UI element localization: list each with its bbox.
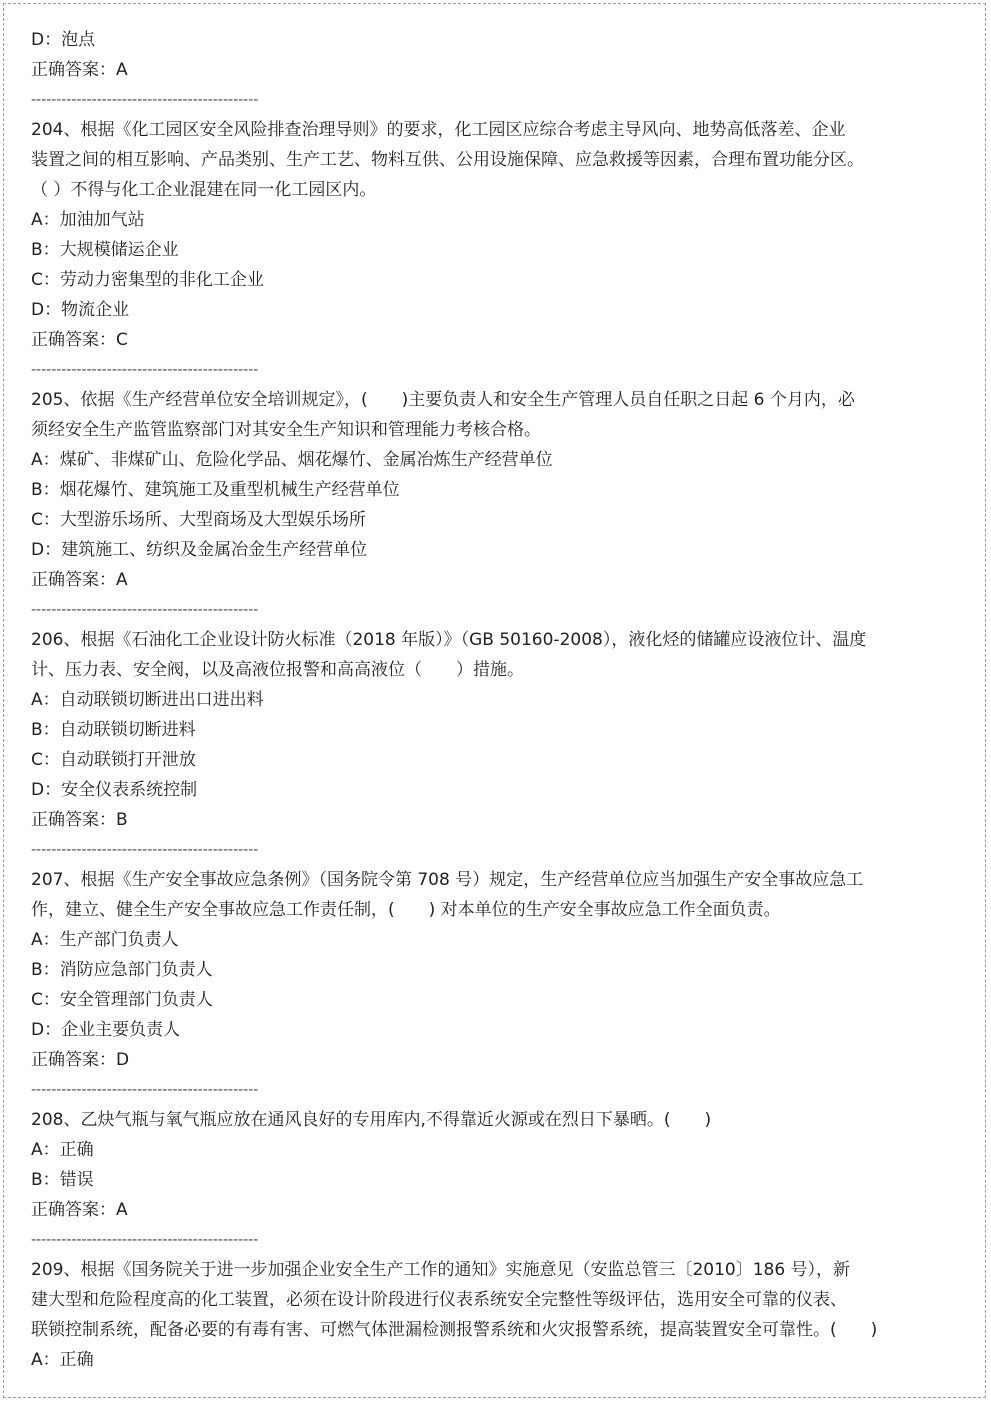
option-a: A：自动联锁切断进出口进出料 — [31, 690, 264, 710]
question-209 — [31, 1255, 881, 1375]
question-text-line: 联锁控制系统，配备必要的有毒有害、可燃气体泄漏检测报警系统和火灾报警系统，提高装置安全可靠性。( ) — [31, 1320, 878, 1340]
option-c: C：大型游乐场所、大型商场及大型娱乐场所 — [31, 510, 366, 530]
answer-line: 正确答案：D — [31, 1050, 130, 1070]
option-b: B：烟花爆竹、建筑施工及重型机械生产经营单位 — [31, 480, 400, 500]
option-a: A：正确 — [31, 1350, 94, 1370]
option-c: C：自动联锁打开泄放 — [31, 750, 196, 770]
option-c: C：安全管理部门负责人 — [31, 990, 213, 1010]
option-a: A：正确 — [31, 1140, 94, 1160]
question-text-line: 作，建立、健全生产安全事故应急工作责任制，( ) 对本单位的生产安全事故应急工作全面负责。 — [31, 900, 781, 920]
option-d: D：企业主要负责人 — [31, 1020, 181, 1040]
question-206 — [31, 625, 881, 835]
option-a: A：生产部门负责人 — [31, 930, 179, 950]
option-a: A：加油加气站 — [31, 210, 145, 230]
question-204 — [31, 115, 881, 355]
option-d: D：建筑施工、纺织及金属冶金生产经营单位 — [31, 540, 368, 560]
separator: --------------------------------------------- — [31, 602, 259, 618]
question-text-line: 207、根据《生产安全事故应急条例》（国务院令第 708 号）规定，生产经营单位应当加强生产安全事故应急工 — [31, 870, 864, 890]
option-c: C：劳动力密集型的非化工企业 — [31, 270, 264, 290]
question-text-line: 209、根据《国务院关于进一步加强企业安全生产工作的通知》实施意见（安监总管三〔2010〕186 号），新 — [31, 1260, 851, 1280]
question-205 — [31, 385, 881, 595]
question-text-line: （ ）不得与化工企业混建在同一化工园区内。 — [31, 180, 377, 200]
document-content — [31, 25, 881, 1375]
question-text-line: 计、压力表、安全阀，以及高液位报警和高高液位（ ）措施。 — [31, 660, 524, 680]
answer-line: 正确答案：A — [31, 570, 128, 590]
option-b: B：错误 — [31, 1170, 94, 1190]
option-b: B：自动联锁切断进料 — [31, 720, 196, 740]
question-text-line: 205、依据《生产经营单位安全培训规定》，( )主要负责人和安全生产管理人员自任职之日起 6 个月内，必 — [31, 390, 855, 410]
question-207 — [31, 865, 881, 1075]
answer-line: 正确答案：A — [31, 60, 128, 80]
option-b: B：大规模储运企业 — [31, 240, 179, 260]
question-text-line: 208、乙炔气瓶与氧气瓶应放在通风良好的专用库内,不得靠近火源或在烈日下暴晒。( ) — [31, 1110, 712, 1130]
question-text-line: 须经安全生产监管监察部门对其安全生产知识和管理能力考核合格。 — [31, 420, 541, 440]
separator: --------------------------------------------- — [31, 362, 259, 378]
question-208 — [31, 1105, 881, 1225]
separator: --------------------------------------------- — [31, 842, 259, 858]
question-text-line: 204、根据《化工园区安全风险排查治理导则》的要求，化工园区应综合考虑主导风向、地势高低落差、企业 — [31, 120, 846, 140]
answer-line: 正确答案：B — [31, 810, 128, 830]
question-text-line: 装置之间的相互影响、产品类别、生产工艺、物料互供、公用设施保障、应急救援等因素，合理布置功能分区。 — [31, 150, 864, 170]
separator: --------------------------------------------- — [31, 92, 259, 108]
question-text-line: 206、根据《石油化工企业设计防火标准（2018 年版）》（GB 50160-2008），液化烃的储罐应设液位计、温度 — [31, 630, 867, 650]
separator: --------------------------------------------- — [31, 1082, 259, 1098]
option-d: D：泡点 — [31, 30, 96, 50]
option-d: D：物流企业 — [31, 300, 130, 320]
option-b: B：消防应急部门负责人 — [31, 960, 213, 980]
answer-line: 正确答案：A — [31, 1200, 128, 1220]
question-text-line: 建大型和危险程度高的化工装置，必须在设计阶段进行仪表系统安全完整性等级评估，选用安全可靠的仪表、 — [31, 1290, 847, 1310]
separator: --------------------------------------------- — [31, 1232, 259, 1248]
answer-line: 正确答案：C — [31, 330, 128, 350]
option-d: D：安全仪表系统控制 — [31, 780, 198, 800]
option-a: A：煤矿、非煤矿山、危险化学品、烟花爆竹、金属冶炼生产经营单位 — [31, 450, 553, 470]
